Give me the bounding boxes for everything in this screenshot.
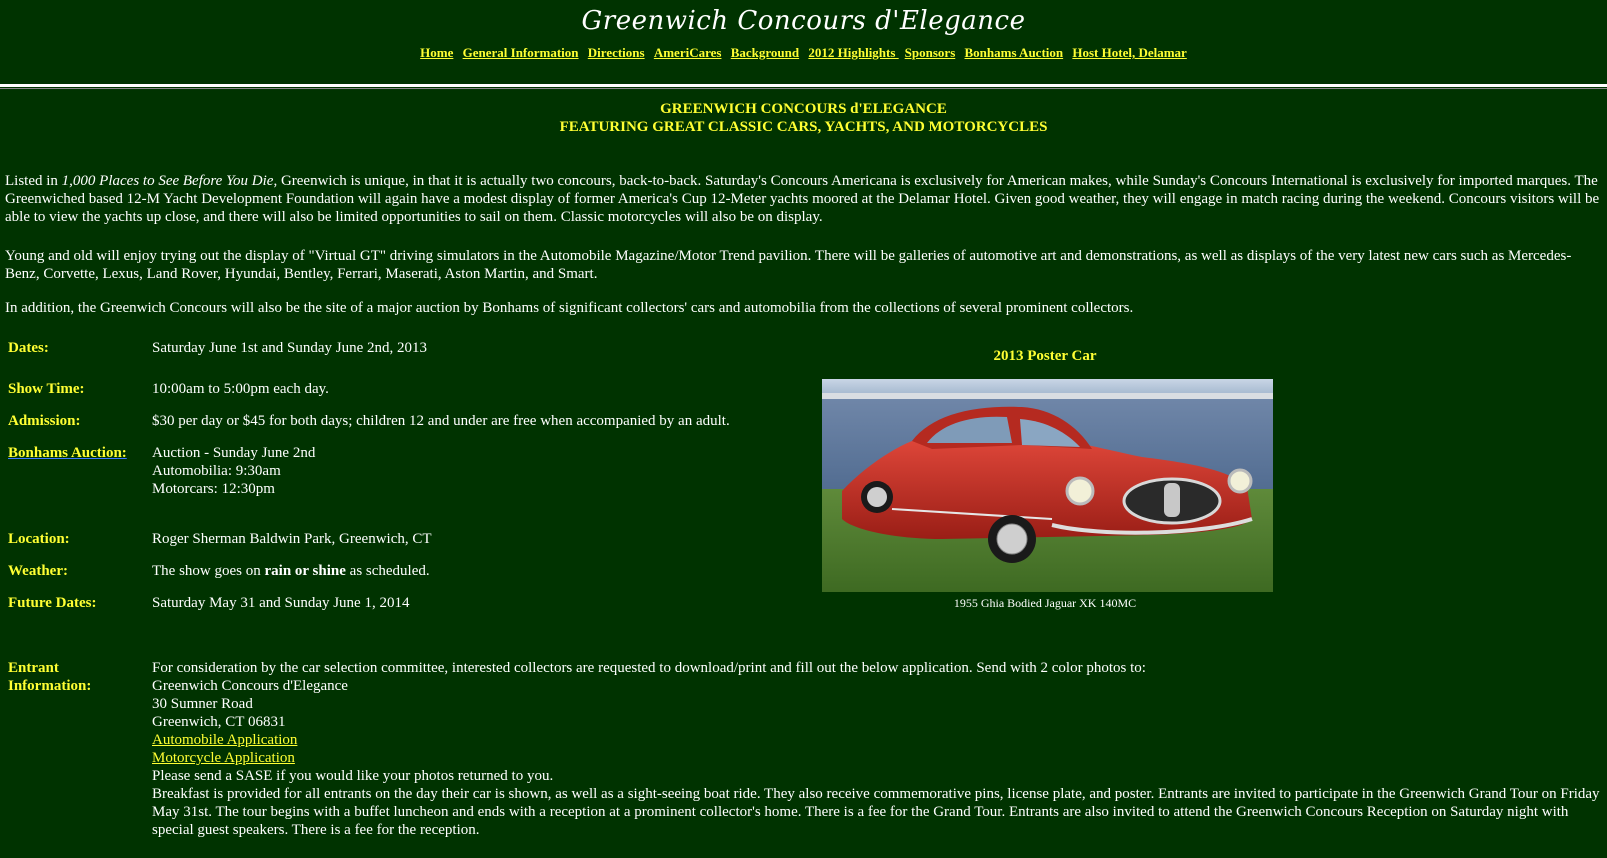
nav-sponsors[interactable]: Sponsors <box>904 45 956 60</box>
car-photo <box>822 379 1273 592</box>
header-divider <box>0 84 1607 87</box>
address-line-3: Greenwich, CT 06831 <box>152 714 286 730</box>
auction-automobilia-time: Automobilia: 9:30am <box>152 463 281 479</box>
address-line-1: Greenwich Concours d'Elegance <box>152 678 348 694</box>
nav-home[interactable]: Home <box>420 45 454 60</box>
auction-value <box>152 444 315 498</box>
weather-label: Weather: <box>8 563 68 579</box>
intro-p1-text-rest: , Greenwich is unique, in that it is actually two concours, back-to-back. Saturday's Concours Americana is exclusively for American makes, while Sunday's Concours International is exclusively for imported marques. The Greenwiched based 12-M Yacht Development Foundation will again have a modest display of former America's Cup 12-Meter yachts moored at the Delamar Hotel. Given good weather, they will engage in match racing during the weekend. Concours visitors will be able to view the yachts up close, and there will also be limited opportunities to sail on them. Classic motorcycles will also be on display. <box>5 173 1600 225</box>
site-title: Greenwich Concours d'Elegance <box>581 6 1026 36</box>
weather-text: The show goes on <box>152 563 265 579</box>
future-dates-label: Future Dates: <box>8 595 97 611</box>
location-value: Roger Sherman Baldwin Park, Greenwich, CT <box>152 531 432 547</box>
weather-value <box>152 562 430 580</box>
intro-paragraph-1 <box>5 172 1600 226</box>
bonhams-auction-link[interactable]: Bonhams Auction: <box>8 445 127 461</box>
book-title: 1,000 Places to See Before You Die <box>61 173 274 189</box>
location-label: Location: <box>8 531 70 547</box>
nav-directions[interactable]: Directions <box>587 45 645 60</box>
nav-background[interactable]: Background <box>730 45 800 60</box>
entrant-intro: For consideration by the car selection committee, interested collectors are requested to download/print and fill out the below application. Send with 2 color photos to: <box>152 660 1146 676</box>
address-line-2: 30 Sumner Road <box>152 696 253 712</box>
showtime-label: Show Time: <box>8 381 85 397</box>
auction-date: Auction - Sunday June 2nd <box>152 445 316 461</box>
intro-p1-text: Listed in <box>5 173 62 189</box>
poster-car-image <box>822 379 1273 592</box>
nav-general-information[interactable]: General Information <box>462 45 579 60</box>
motorcycle-application-row <box>152 749 1602 767</box>
headline-line-1: GREENWICH CONCOURS d'ELEGANCE <box>660 101 947 117</box>
entrant-label-line-1: Entrant <box>8 660 59 676</box>
intro-paragraph-3: In addition, the Greenwich Concours will also be the site of a major auction by Bonhams of significant collectors' cars and automobilia from the collections of several prominent collectors. <box>5 300 1134 316</box>
breakfast-paragraph: Breakfast is provided for all entrants on the day their car is shown, as well as a sight-seeing boat ride. They also receive commemorative pins, license plate, and poster. Entrants are invited to participate in the Greenwich Grand Tour on Friday May 31st. The tour begins with a buffet luncheon and ends with a reception at a prominent collector's home. There is a fee for the Grand Tour. Entrants are also invited to attend the Greenwich Concours Reception on Saturday night with special guest speakers. There is a fee for the reception. <box>152 786 1600 838</box>
weather-text-rest: as scheduled. <box>345 563 430 579</box>
sase-note: Please send a SASE if you would like your photos returned to you. <box>152 768 554 784</box>
nav-2012-highlights[interactable]: 2012 Highlights <box>808 45 899 60</box>
auction-label <box>8 444 127 462</box>
intro-paragraph-2: Young and old will enjoy trying out the display of "Virtual GT" driving simulators in the Automobile Magazine/Motor Trend pavilion. There will be galleries of automotive art and demonstrations, as well as displays of the very latest new cars such as Mercedes-Benz, Corvette, Lexus, Land Rover, Hyundai, Bentley, Ferrari, Maserati, Aston Martin, and Smart. <box>5 248 1572 282</box>
future-dates-value: Saturday May 31 and Sunday June 1, 2014 <box>152 595 410 611</box>
automobile-application-link[interactable]: Automobile Application <box>152 732 298 748</box>
motorcycle-application-link[interactable]: Motorcycle Application <box>152 750 295 766</box>
entrant-label-line-2: Information: <box>8 678 92 694</box>
entrant-info-value <box>152 659 1602 839</box>
dates-label: Dates: <box>8 340 49 356</box>
admission-label: Admission: <box>8 413 81 429</box>
nav-americares[interactable]: AmeriCares <box>653 45 722 60</box>
nav-host-hotel[interactable]: Host Hotel, Delamar <box>1072 45 1187 60</box>
poster-car-caption: 1955 Ghia Bodied Jaguar XK 140MC <box>953 596 1137 610</box>
auction-motorcars-time: Motorcars: 12:30pm <box>152 481 275 497</box>
admission-value: $30 per day or $45 for both days; children 12 and under are free when accompanied by an adult. <box>152 413 730 429</box>
page-headline <box>0 100 1607 136</box>
header-divider-shadow <box>0 88 1607 89</box>
main-nav <box>0 45 1607 61</box>
dates-value: Saturday June 1st and Sunday June 2nd, 2013 <box>152 340 427 356</box>
automobile-application-row <box>152 731 1602 749</box>
poster-car-title: 2013 Poster Car <box>993 348 1097 364</box>
weather-emphasis: rain or shine <box>264 563 346 579</box>
headline-line-2: FEATURING GREAT CLASSIC CARS, YACHTS, AND MOTORCYCLES <box>559 119 1048 135</box>
nav-bonhams-auction[interactable]: Bonhams Auction <box>964 45 1064 60</box>
showtime-value: 10:00am to 5:00pm each day. <box>152 381 329 397</box>
entrant-info-label <box>8 659 91 695</box>
